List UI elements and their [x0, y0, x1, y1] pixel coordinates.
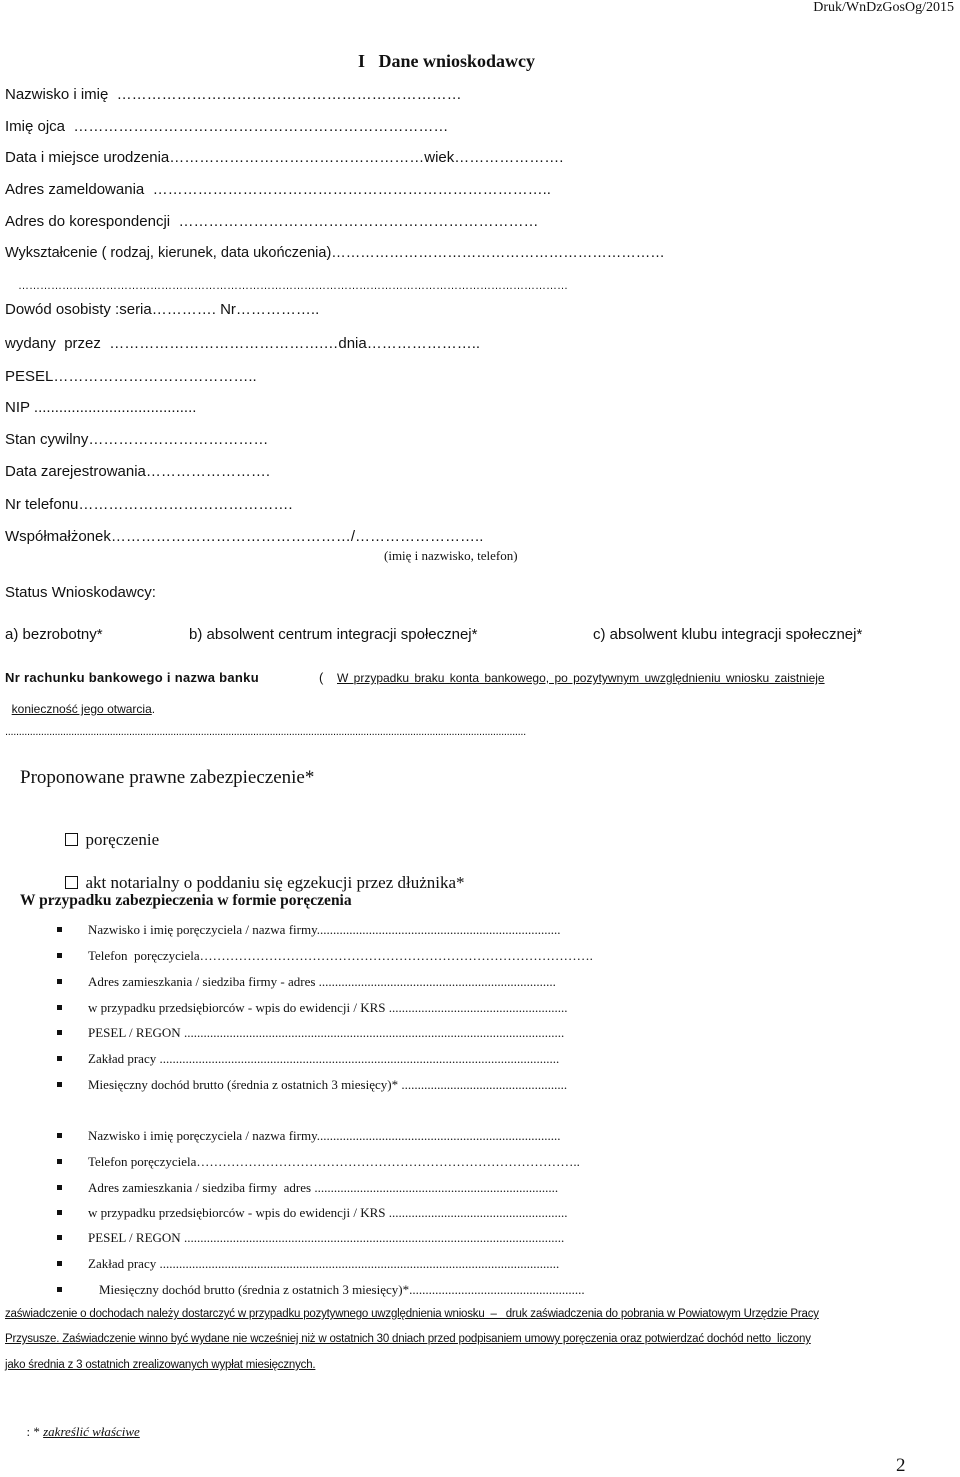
- spouse-hint: (imię i nazwisko, telefon): [384, 548, 518, 563]
- field-registration-date: Data zarejestrowania…………………….: [5, 463, 271, 480]
- status-option-c[interactable]: c) absolwent klubu integracji społecznej*: [593, 626, 863, 643]
- guarantor-1-krs: w przypadku przedsiębiorców - wpis do ewidencji / KRS .......................................................: [88, 1000, 568, 1015]
- bullet-icon: [57, 1082, 62, 1087]
- asterisk-prefix: : *: [26, 1424, 44, 1439]
- bank-note-line2: [5, 688, 155, 716]
- field-marital-status: Stan cywilny………………………………: [5, 431, 269, 448]
- guarantor-2-name: Nazwisko i imię poręczyciela / nazwa firmy...........................................................................: [88, 1128, 561, 1143]
- status-option-b[interactable]: b) absolwent centrum integracji społecznej*: [189, 626, 478, 643]
- guarantor-1-phone: Telefon poręczyciela……………………………………………………………………………….: [88, 948, 593, 963]
- asterisk-note: [20, 1408, 140, 1440]
- asterisk-text: zakreślić właściwe: [43, 1424, 140, 1439]
- section-title: I Dane wnioskodawcy: [358, 51, 536, 71]
- bullet-icon: [57, 1185, 62, 1190]
- checkbox-notarial[interactable]: [65, 876, 78, 889]
- bullet-icon: [57, 953, 62, 958]
- bank-note-line1: W przypadku braku konta bankowego, po pozytywnym uwzględnieniu wniosku zaistnieje: [337, 671, 825, 685]
- bullet-icon: [57, 1056, 62, 1061]
- guarantor-2-address: Adres zamieszkania / siedziba firmy adres ...........................................................................: [88, 1180, 559, 1195]
- field-id-card: Dowód osobisty :seria…………. Nr……………..: [5, 301, 320, 318]
- bullet-icon: [57, 1159, 62, 1164]
- field-education: Wykształcenie ( rodzaj, kierunek, data ukończenia)……………………………………………………………: [5, 245, 665, 261]
- bullet-icon: [57, 1287, 62, 1292]
- bank-account-dots: .............................................................................................................................................................................................: [5, 726, 526, 738]
- status-label: Status Wnioskodawcy:: [5, 584, 156, 601]
- guarantor-1-name: Nazwisko i imię poręczyciela / nazwa firmy...........................................................................: [88, 922, 561, 937]
- guarantor-2-income: Miesięczny dochód brutto (średnia z ostatnich 3 miesięcy)*......................................................: [99, 1282, 585, 1297]
- bank-label: Nr rachunku bankowego i nazwa banku: [5, 670, 259, 685]
- field-issued-by: wydany przez …………………………………….…dnia…………………..: [5, 335, 481, 352]
- bullet-icon: [57, 1005, 62, 1010]
- bullet-icon: [57, 1133, 62, 1138]
- guarantor-2-phone: Telefon poręczyciela……………………………………………………………………………..: [88, 1154, 580, 1169]
- bank-note-line2-text: konieczność jego otwarcia: [11, 702, 152, 716]
- guarantor-1-address: Adres zamieszkania / siedziba firmy - adres .........................................................................: [88, 974, 556, 989]
- field-spouse: Współmałżonek…………………………………………/……………………..: [5, 528, 484, 545]
- bank-note-end: .: [151, 702, 156, 716]
- document-code: Druk/WnDzGosOg/2015: [813, 0, 954, 15]
- field-pesel: PESEL…………………………………..: [5, 368, 257, 385]
- guarantor-section-title: W przypadku zabezpieczenia w formie poręczenia: [20, 892, 352, 909]
- status-option-a[interactable]: a) bezrobotny*: [5, 626, 103, 643]
- field-education-continued: ……………………………………………………………………………………………………………………………………: [18, 280, 568, 292]
- page-number: 2: [896, 1455, 906, 1476]
- bullet-icon: [57, 927, 62, 932]
- security-option-guarantee-label: poręczenie: [85, 830, 160, 849]
- bullet-icon: [57, 979, 62, 984]
- income-note-line3: jako średnia z 3 ostatnich zrealizowanych wypłat miesięcznych.: [5, 1359, 316, 1371]
- field-father-name: Imię ojca …………………………………………………………………: [5, 118, 449, 135]
- guarantor-2-workplace: Zakład pracy ...........................................................................................................................: [88, 1256, 560, 1271]
- field-registered-address: Adres zameldowania ……………………………………………………………………..: [5, 181, 551, 198]
- guarantor-2-pesel: PESEL / REGON .....................................................................................................................: [88, 1230, 565, 1245]
- bullet-icon: [57, 1261, 62, 1266]
- security-title: Proponowane prawne zabezpieczenie*: [20, 767, 315, 788]
- security-option-notarial-label: akt notarialny o poddaniu się egzekucji przez dłużnika*: [85, 873, 465, 892]
- field-correspondence-address: Adres do korespondencji ………………………………………………………………: [5, 213, 539, 230]
- income-note-line1: zaświadczenie o dochodach należy dostarczyć w przypadku pozytywnego uwzględnienia wniosku – druk zaświadczenia do pobrania w Powiatowym Urzędzie Pracy: [5, 1308, 819, 1320]
- guarantor-1-pesel: PESEL / REGON .....................................................................................................................: [88, 1025, 565, 1040]
- bullet-icon: [57, 1235, 62, 1240]
- checkbox-guarantee[interactable]: [65, 833, 78, 846]
- guarantor-1-income: Miesięczny dochód brutto (średnia z ostatnich 3 miesięcy)* ...................................................: [88, 1077, 568, 1092]
- income-note-line2: Przysusze. Zaświadczenie winno być wydane nie wcześniej niż w ostatnich 30 dniach przed podpisaniem umowy poręczenia oraz potwierdzać dochód netto liczony: [5, 1333, 811, 1345]
- bank-paren: (: [319, 670, 324, 685]
- bullet-icon: [57, 1210, 62, 1215]
- guarantor-1-workplace: Zakład pracy ...........................................................................................................................: [88, 1051, 560, 1066]
- field-name: Nazwisko i imię ……………………………………………………………: [5, 86, 462, 103]
- bullet-icon: [57, 1030, 62, 1035]
- security-option-notarial[interactable]: [56, 853, 465, 893]
- field-phone: Nr telefonu…………………………………….: [5, 496, 293, 513]
- security-option-guarantee[interactable]: [56, 810, 159, 850]
- field-nip: NIP .......................................: [5, 399, 197, 416]
- guarantor-2-krs: w przypadku przedsiębiorców - wpis do ewidencji / KRS .......................................................: [88, 1205, 568, 1220]
- field-birth: Data i miejsce urodzenia……………………………………………wiek………………….: [5, 149, 564, 166]
